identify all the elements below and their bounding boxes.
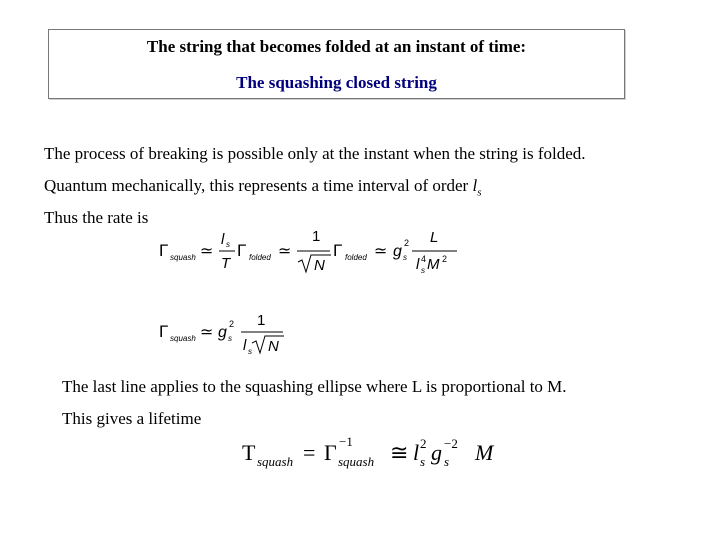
eq1-l-subscript: s [421, 266, 425, 275]
eq3-equals: = [303, 440, 316, 465]
paragraph-lifetime: This gives a lifetime [62, 409, 202, 428]
eq2-approx: ≃ [200, 324, 214, 341]
equation-rate-squash [155, 310, 295, 362]
eq1-one: 1 [312, 228, 321, 245]
slide-subtitle: The squashing closed string [236, 73, 437, 92]
slide-title: The string that becomes folded at an instant of time: [146, 37, 527, 56]
eq1-T: T [221, 255, 231, 272]
eq1-ls-l: l [221, 231, 225, 248]
eq2-squash-subscript: squash [170, 334, 196, 343]
ls-subscript: s [477, 186, 482, 199]
eq2-l-subscript: s [248, 347, 252, 356]
eq1-approx-2: ≃ [278, 243, 292, 260]
eq3-gamma-exponent: −1 [339, 434, 353, 449]
eq3-T: T [242, 440, 256, 465]
eq3-l: l [413, 440, 420, 465]
eq3-gamma: Γ [324, 440, 337, 465]
eq2-N: N [268, 338, 279, 355]
eq2-l: l [243, 337, 247, 354]
eq1-g-subscript: s [403, 253, 407, 262]
paragraph-quantum-text: Quantum mechanically, this represents a time interval of order [44, 176, 473, 195]
eq1-M: M [427, 256, 440, 273]
eq2-g-exponent: 2 [229, 319, 235, 329]
eq3-g-exponent: −2 [444, 436, 458, 451]
eq3-squash-subscript-2: squash [338, 454, 375, 469]
eq1-l: l [416, 256, 420, 273]
eq3-approx: ≅ [390, 440, 409, 465]
eq1-folded-subscript: folded [249, 253, 271, 262]
eq2-g-subscript: s [228, 334, 232, 343]
title-box [48, 29, 625, 99]
eq1-folded-subscript-2: folded [345, 253, 367, 262]
eq3-squash-subscript: squash [257, 454, 294, 469]
eq1-L: L [430, 229, 439, 246]
eq1-approx-3: ≃ [374, 243, 388, 260]
eq1-approx: ≃ [200, 243, 214, 260]
ls-symbol: l [472, 176, 478, 195]
paragraph-rate: Thus the rate is [44, 208, 149, 227]
equation-lifetime [240, 432, 510, 476]
eq1-N: N [314, 257, 325, 274]
eq1-l-exponent: 4 [421, 254, 427, 264]
eq2-one: 1 [257, 312, 266, 329]
eq1-g: g [393, 243, 402, 260]
eq3-l-subscript: s [420, 454, 426, 469]
eq3-g: g [431, 440, 442, 465]
eq1-gamma: Γ [159, 241, 169, 260]
paragraph-breaking: The process of breaking is possible only at the instant when the string is folded. [44, 144, 586, 163]
eq1-gamma-2: Γ [237, 241, 247, 260]
eq3-l-exponent: 2 [420, 436, 427, 451]
eq3-M: M [475, 440, 494, 465]
eq1-ls-s: s [226, 240, 230, 249]
eq2-g: g [218, 324, 227, 341]
paragraph-last-line: The last line applies to the squashing ellipse where L is proportional to M. [62, 377, 567, 396]
eq1-g-exponent: 2 [404, 238, 410, 248]
eq3-g-subscript: s [444, 454, 450, 469]
eq1-squash-subscript: squash [170, 253, 196, 262]
eq2-gamma: Γ [159, 322, 169, 341]
paragraph-quantum [44, 176, 482, 198]
eq1-M-exponent: 2 [442, 254, 448, 264]
eq1-gamma-3: Γ [333, 241, 343, 260]
equation-rate-folded [155, 222, 475, 282]
